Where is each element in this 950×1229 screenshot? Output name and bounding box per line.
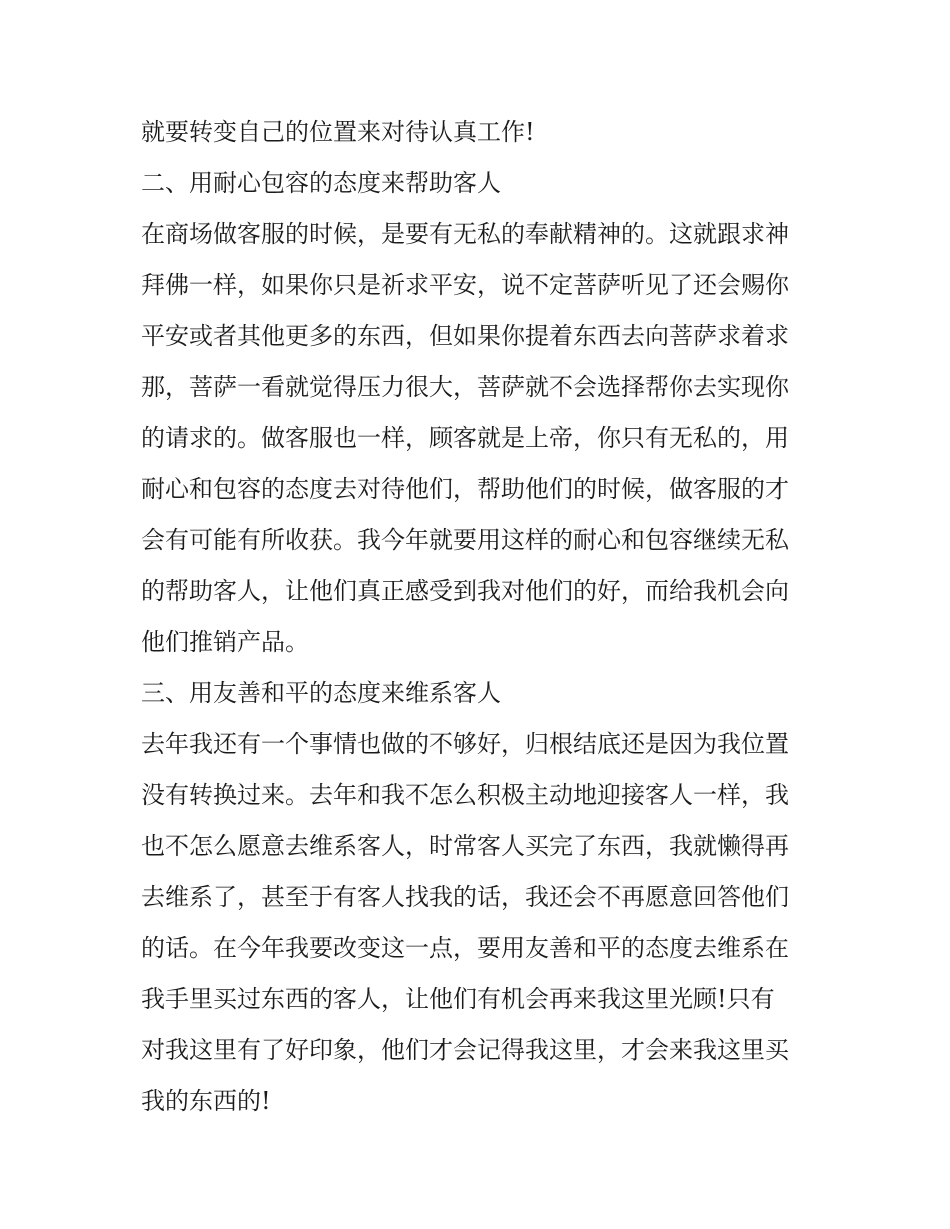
section-heading: 二、用耐心包容的态度来帮助客人	[141, 169, 501, 197]
section-heading: 三、用友善和平的态度来维系客人	[141, 679, 501, 707]
text-line: 去年我还有一个事情也做的不够好，归根结底还是因为我位置	[141, 730, 789, 758]
text-line: 我手里买过东西的客人，让他们有机会再来我这里光顾!只有	[141, 985, 775, 1013]
document-body	[141, 107, 821, 1127]
text-line: 就要转变自己的位置来对待认真工作!	[141, 118, 535, 146]
text-line: 会有可能有所收获。我今年就要用这样的耐心和包容继续无私	[141, 526, 789, 554]
text-line: 也不怎么愿意去维系客人，时常客人买完了东西，我就懒得再	[141, 832, 789, 860]
text-line: 的帮助客人，让他们真正感受到我对他们的好，而给我机会向	[141, 577, 789, 605]
text-line: 对我这里有了好印象，他们才会记得我这里，才会来我这里买	[141, 1036, 789, 1064]
text-line: 我的东西的!	[141, 1087, 271, 1115]
text-line: 在商场做客服的时候，是要有无私的奉献精神的。这就跟求神	[141, 220, 789, 248]
text-line: 耐心和包容的态度去对待他们，帮助他们的时候，做客服的才	[141, 475, 789, 503]
text-line: 没有转换过来。去年和我不怎么积极主动地迎接客人一样，我	[141, 781, 789, 809]
text-line: 那，菩萨一看就觉得压力很大，菩萨就不会选择帮你去实现你	[141, 373, 789, 401]
text-line: 拜佛一样，如果你只是祈求平安，说不定菩萨听见了还会赐你	[141, 271, 789, 299]
text-line: 平安或者其他更多的东西，但如果你提着东西去向菩萨求着求	[141, 322, 789, 350]
text-line: 的请求的。做客服也一样，顾客就是上帝，你只有无私的，用	[141, 424, 789, 452]
text-line: 的话。在今年我要改变这一点，要用友善和平的态度去维系在	[141, 934, 789, 962]
text-line: 他们推销产品。	[141, 628, 309, 656]
text-line: 去维系了，甚至于有客人找我的话，我还会不再愿意回答他们	[141, 883, 789, 911]
